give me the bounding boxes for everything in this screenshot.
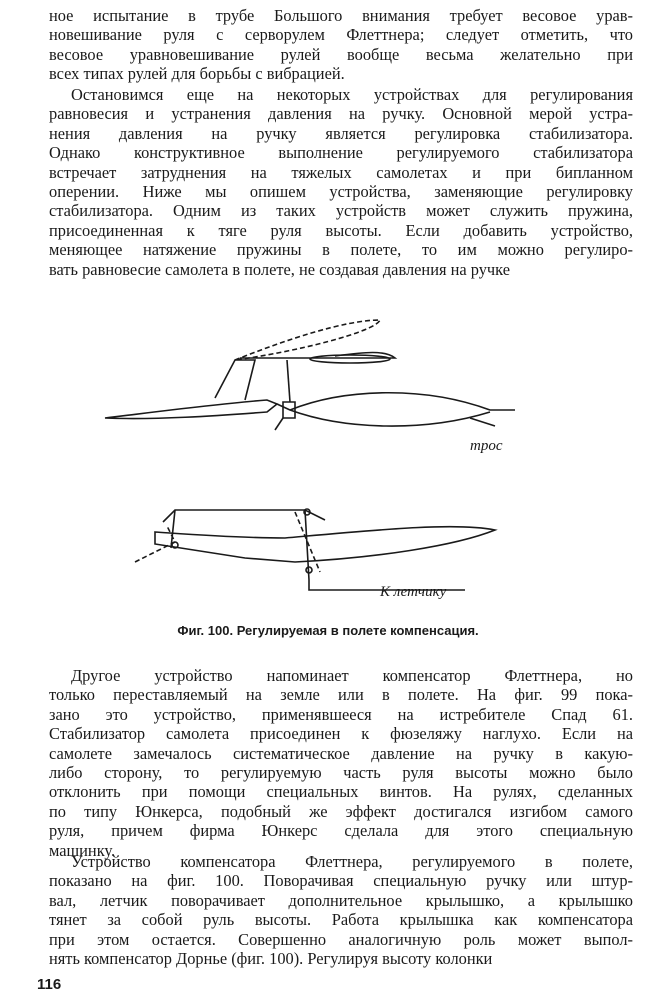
text-line: равновесия и устранения давления на ручку. Основной мерой устра- [49, 104, 633, 124]
text-line: тянет за собой руль высоты. Работа крылышка как компенсатора [49, 910, 633, 930]
text-line: вал, летчик поворачивает дополнительное крылышко, а крылышко [49, 890, 633, 910]
text-line: Стабилизатор самолета присоединен к фюзеляжу наглухо. Если на [49, 724, 633, 744]
upper-servo-tab-body [310, 355, 390, 363]
text-line: присоединенная к тяге руля высоты. Если добавить устройство, [49, 220, 633, 240]
text-line: либо сторону, то регулируемую часть руля высоты можно было [49, 763, 633, 783]
text-line: при этом остается. Совершенно аналогичную роль может выпол- [49, 929, 633, 949]
text-line: всех типах рулей для борьбы с вибрацией. [49, 64, 345, 84]
text-line: самолете замечалось систематическое давление на ручку в какую- [49, 743, 633, 763]
text-line: Устройство компенсатора Флеттнера, регулируемого в полете, [71, 852, 633, 871]
lower-linkage-bottom [171, 510, 309, 580]
text-line: нять компенсатор Дорнье (фиг. 100). Регулируя высоту колонки [49, 949, 493, 969]
upper-strut-vertical [287, 360, 290, 402]
text-line: вать равновесие самолета в полете, не создавая давления на ручке [49, 259, 511, 279]
paragraph-1 [49, 6, 633, 84]
tros-leader [470, 418, 495, 426]
paragraph-3 [49, 666, 633, 860]
upper-cable [275, 418, 283, 430]
upper-fuselage-outline [105, 400, 277, 419]
paragraph-4 [49, 852, 633, 968]
page-number: 116 [37, 976, 62, 993]
text-line: меняющее натяжение пружины в полете, то им можно регулиро- [49, 240, 633, 260]
text-line: Другое устройство напоминает компенсатор Флеттнера, но [71, 666, 633, 685]
text-line: оперении. Ниже мы опишем устройства, заменяющие регулировку [49, 182, 633, 202]
paragraph-2 [49, 85, 633, 279]
text-line: стабилизатора. Одним из таких устройств может служить пружина, [49, 201, 633, 221]
figure-label-letchiku: К летчику [380, 584, 447, 600]
lower-linkage-top [163, 510, 325, 522]
figure-100-diagram [95, 300, 515, 625]
text-line: весовое уравновешивание рулей вообще весьма желательно при [49, 44, 633, 64]
text-line: по типу Юнкерса, подобный же эффект достигался изгибом самого [49, 801, 633, 821]
text-line: только переставляемый на земле или в полете. На фиг. 99 пока- [49, 685, 633, 705]
text-line: руля, причем фирма Юнкерс сделала для этого специальную [49, 821, 633, 841]
text-line: показано на фиг. 100. Поворачивая специальную ручку или штур- [49, 871, 633, 891]
text-line: Остановимся еще на некоторых устройствах для регулирования [71, 85, 633, 104]
upper-strut-left [215, 360, 255, 400]
text-line: ное испытание в трубе Большого внимания требует весовое урав- [49, 6, 633, 25]
figure-label-tros: трос [470, 438, 503, 454]
lower-fuselage-outline [155, 527, 495, 562]
text-line: встречает затруднения на тяжелых самолетах и при бипланном [49, 162, 633, 182]
text-line: нения давления на ручку является регулировка стабилизатора. [49, 123, 633, 143]
text-line: машинку. [49, 840, 116, 860]
text-line: новешивание руля с серворулем Флеттнера; следует отметить, что [49, 25, 633, 45]
text-line: Однако конструктивное выполнение регулируемого стабилизатора [49, 143, 633, 163]
text-line: отклонить при помощи специальных винтов. На рулях, сделанных [49, 782, 633, 802]
figure-caption: Фиг. 100. Регулируемая в полете компенсация. [177, 623, 479, 638]
text-line: зано это устройство, применявшееся на истребителе Спад 61. [49, 704, 633, 724]
